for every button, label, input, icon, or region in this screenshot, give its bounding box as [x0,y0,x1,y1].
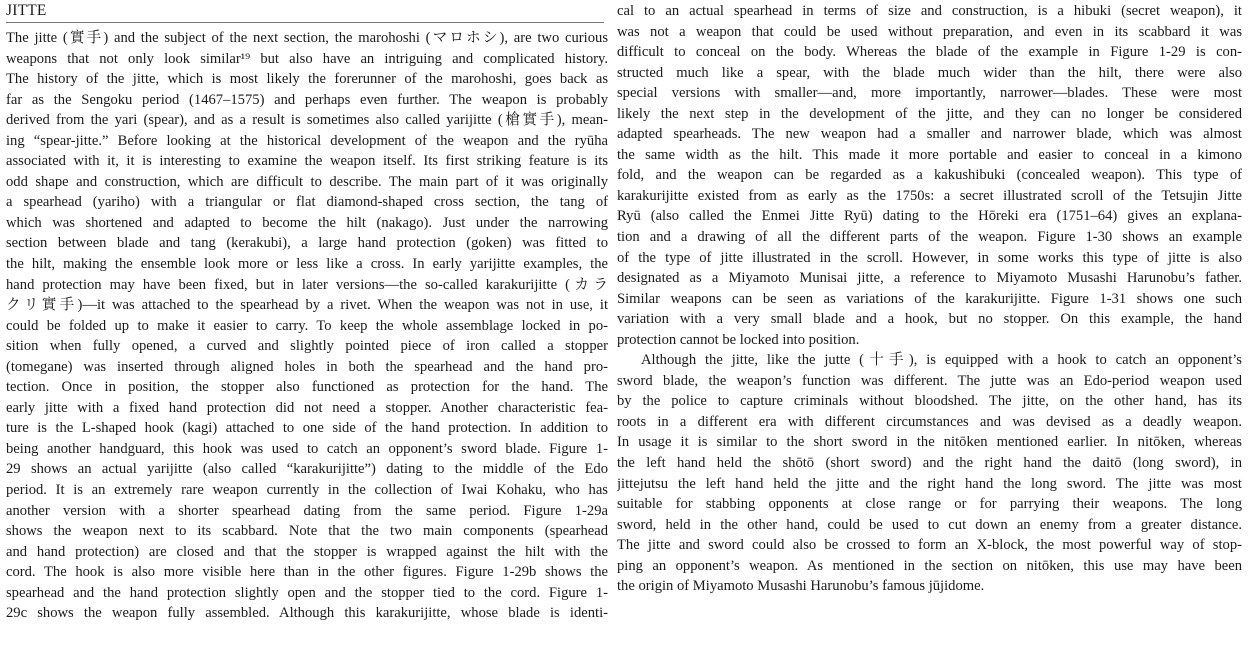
text-line: The history of the jitte, which is most likely the forerunner of the marohoshi, goes back as [6,71,608,88]
text-line: 29 shows an actual yarijitte (also called “karakurijitte”) dating to the middle of the Edo [6,461,608,478]
text-line: roots in a different era with different circumstances and was devised as a deadly weapon. [617,413,1242,430]
text-line: the same width as the hilt. This made it more portable and easier to conceal in a kimono [617,146,1242,163]
text-line: tection. Once in position, the stopper also functioned as protection for the hand. The [6,379,608,396]
text-line: tion and a drawing of all the different parts of the weapon. Figure 1-30 shows an example [617,229,1242,246]
text-line: the hilt, making the ensemble look more or less like a cross. In early yarijitte examples, the [6,256,608,273]
text-line: Although the jitte, like the jutte (十手), is equipped with a hook to catch an opponent’s [641,352,1242,369]
text-line: ing “spear-jitte.” Before looking at the historical development of the weapon and the ryūha [6,132,608,149]
text-line: a spearhead (yariho) with a triangular or flat diamond-shaped cross section, the tang of [6,194,608,211]
text-line: was not a weapon that could be used without preparation, and even in its scabbard it was [617,23,1242,40]
text-line: karakurijitte existed from as early as the 1750s: a secret illustrated scroll of the Tetsujin Jitte [617,187,1242,204]
text-line: period. It is an extremely rare weapon currently in the collection of Iwai Kohaku, who has [6,482,608,499]
text-line: Similar weapons can be seen as variations of the karakurijitte. Figure 1-31 shows one such [617,290,1242,307]
text-line: structed much like a spear, with the blade much wider than the hilt, there were also [617,64,1242,81]
text-line: 29c shows the weapon fully assembled. Although this karakurijitte, whose blade is identi- [6,605,608,622]
text-line: sition when fully opened, a curved and slightly pointed piece of iron called a stopper [6,338,608,355]
text-line: fold, and the weapon can be regarded as a kakushibuki (concealed weapon). This type of [617,167,1242,184]
text-line: クリ實手)—it was attached to the spearhead by a rivet. When the weapon was not in use, it [6,297,608,314]
heading-rule [6,22,604,23]
text-line: spearhead and the hand protection slightly open and the stopper tied to the cord. Figure 1- [6,584,608,601]
text-line: sword blade, the weapon’s function was different. The jutte was an Edo-period weapon used [617,372,1242,389]
text-line: jittejutsu the left hand held the jitte and the right hand the long sword. The jitte was most [617,475,1242,492]
text-line: sword, held in the other hand, could be used to cut down an enemy from a greater distance. [617,516,1242,533]
section-heading: JITTE [6,2,47,19]
text-line: associated with it, it is interesting to examine the weapon itself. Its first striking feature is its [6,153,608,170]
text-line: another version with a shorter spearhead dating from the same period. Figure 1-29a [6,502,608,519]
text-line: weapons that not only look similar¹⁹ but also have an intriguing and complicated history. [6,50,608,67]
text-line: which was shortened and adapted to become the hilt (nakago). Just under the narrowing [6,214,608,231]
text-line: early jitte with a fixed hand protection did not need a stopper. Another characteristic fea- [6,399,608,416]
text-line: hand protection may have been fixed, but in later versions—the so-called karakurijitte (カラ [6,276,608,293]
text-line: cal to an actual spearhead in terms of size and construction, is a hibuki (secret weapon), it [617,3,1242,19]
text-line: shows the weapon next to its scabbard. Note that the two main components (spearhead [6,523,608,540]
text-line: and hand protection) are closed and that the stopper is wrapped against the hilt with the [6,543,608,560]
left-column [6,0,608,624]
text-line: odd shape and construction, which are difficult to describe. The main part of it was originally [6,173,608,190]
text-line: ping an opponent’s weapon. As mentioned in the section on nitōken, this use may have been [617,557,1242,574]
text-line: difficult to conceal on the body. Whereas the blade of the example in Figure 1-29 is con- [617,44,1242,61]
right-column [617,1,1242,597]
text-line: The jitte and sword could also be crossed to form an X-block, the most powerful way of stop- [617,537,1242,554]
text-line: ture is the L-shaped hook (kagi) attached to one side of the hand protection. In addition to [6,420,608,437]
text-line: likely the next step in the development of the jitte, and they can no longer be considered [617,105,1242,122]
text-line: The jitte (實手) and the subject of the next section, the marohoshi (マロホシ), are two curious [6,30,608,46]
text-line: protection cannot be locked into position. [617,331,860,348]
text-line: by the police to capture criminals without bloodshed. The jitte, on the other hand, has its [617,393,1242,410]
left-column-text [6,28,608,624]
text-line: In usage it is similar to the short sword in the nitōken mentioned earlier. In nitōken, whereas [617,434,1242,451]
text-line: variation with a very small blade and a hook, but no stopper. On this example, the hand [617,311,1242,328]
text-line: being another handguard, this hook was used to catch an opponent’s sword blade. Figure 1- [6,440,608,457]
text-line: the origin of Miyamoto Musashi Harunobu’s famous jūjidome. [617,578,985,595]
text-line: derived from the yari (spear), and as a result is sometimes also called yarijitte (槍實手), mean- [6,112,608,129]
text-line: suitable for stabbing opponents at close range or for parrying their weapons. The long [617,496,1242,513]
text-line: the left hand held the shōtō (short sword) and the right hand the daitō (long sword), in [617,455,1242,472]
text-line: special versions with smaller—and, more importantly, narrower—blades. These were most [617,85,1242,102]
text-line: of the type of jitte illustrated in the scroll. However, in some works this type of jitte is also [617,249,1242,266]
text-line: could be folded up to make it easier to carry. To keep the whole assemblage locked in po- [6,317,608,334]
text-line: adapted spearheads. The new weapon had a smaller and narrower blade, which was almost [617,126,1242,143]
text-line: far as the Sengoku period (1467–1575) and perhaps even further. The weapon is probably [6,91,608,108]
text-line: designated as a Miyamoto Munisai jitte, a reference to Miyamoto Musashi Harunobu’s father. [617,270,1242,287]
text-line: cord. The hook is also more visible here than in the other figures. Figure 1-29b shows the [6,564,608,581]
text-line: section between blade and tang (kerakubi), a large hand protection (goken) was fitted to [6,235,608,252]
text-line: (tomegane) was inserted through aligned holes in both the spearhead and the hand pro- [6,358,608,375]
text-line: Ryū (also called the Enmei Jitte Ryū) dating to the Hōreki era (1751–64) gives an explana- [617,208,1242,225]
right-column-text [617,1,1242,597]
